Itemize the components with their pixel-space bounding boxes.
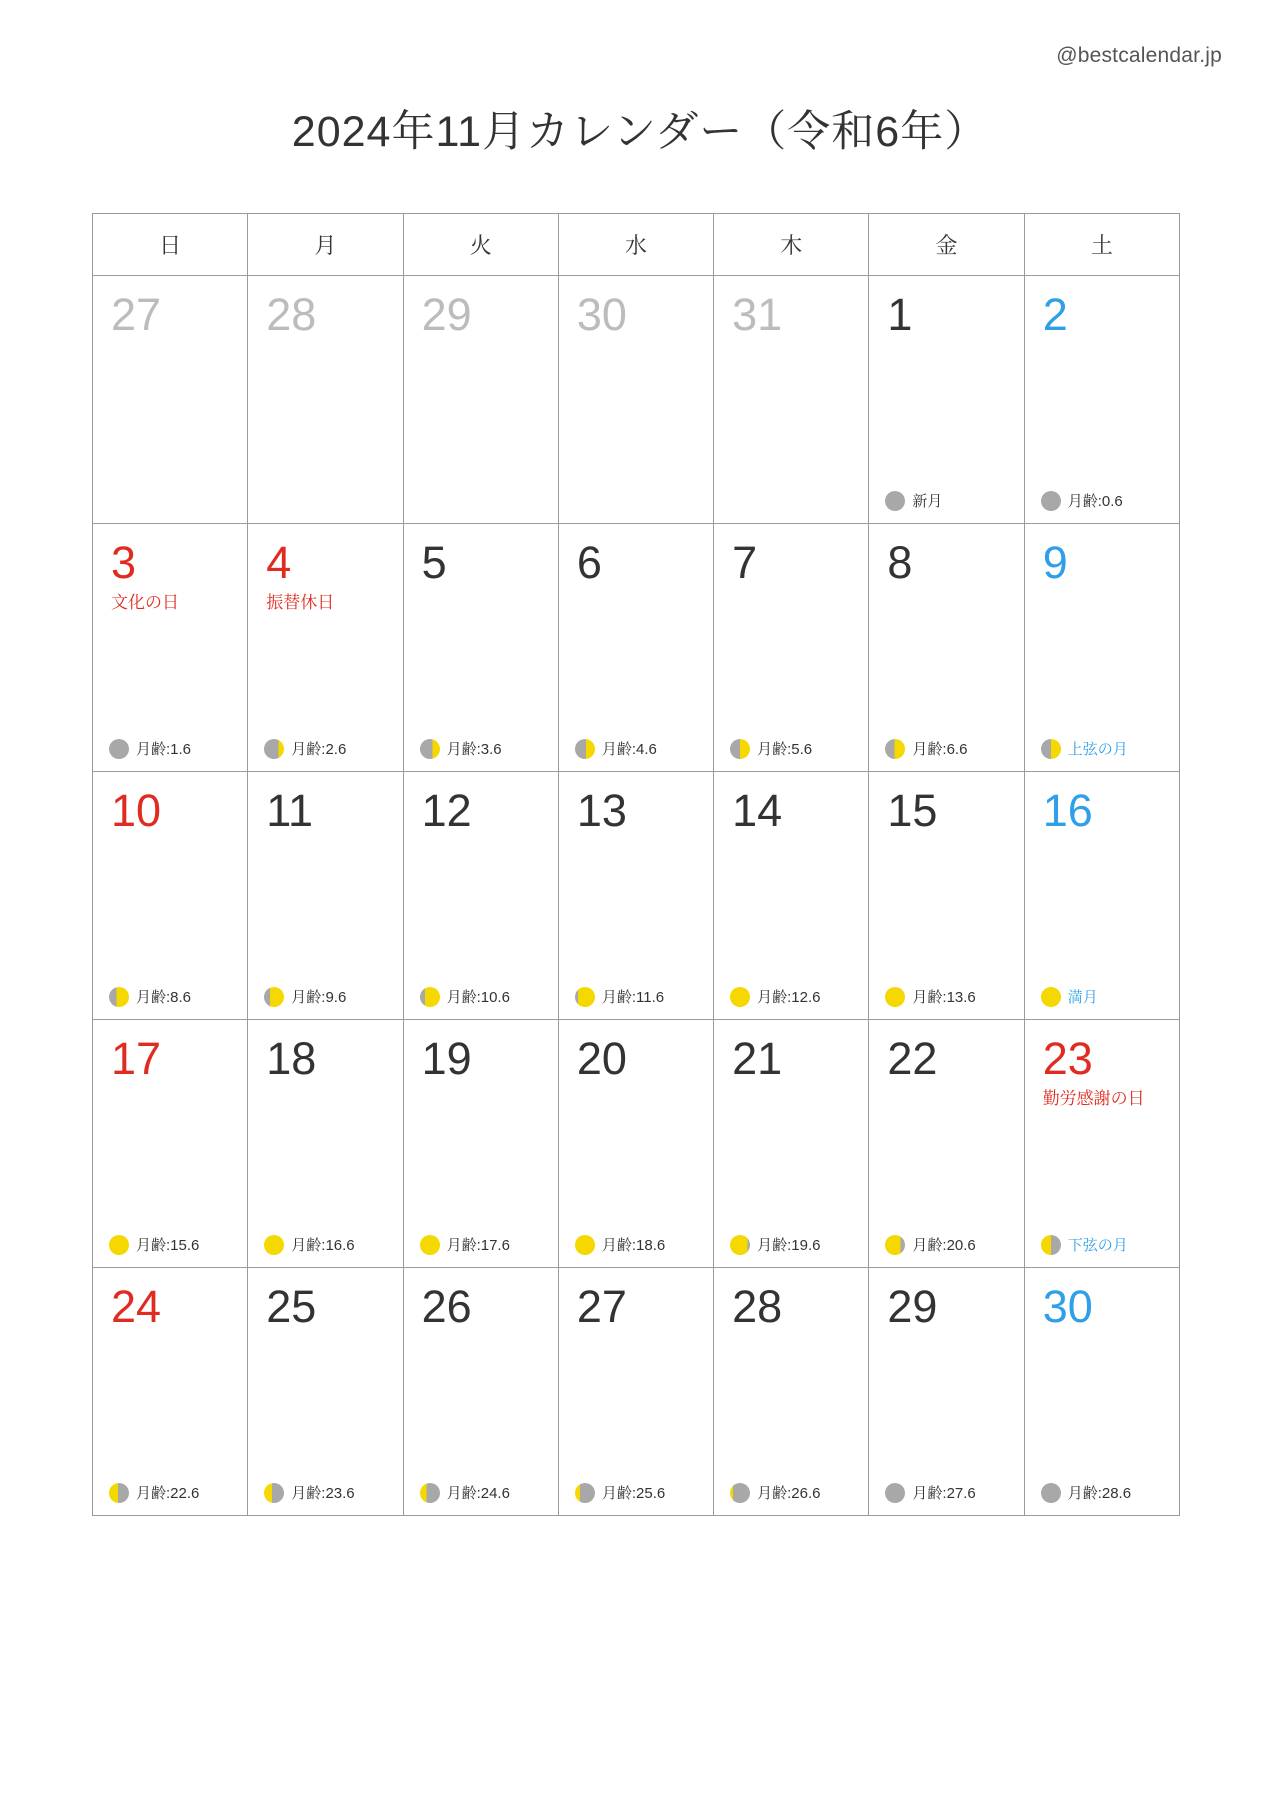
moon-phase-row [714, 1482, 868, 1503]
moon-phase-row [869, 738, 1023, 759]
calendar-day-cell[interactable] [248, 772, 403, 1020]
day-number: 8 [887, 537, 913, 588]
moon-phase-icon [420, 1235, 440, 1255]
day-number: 2 [1042, 289, 1068, 340]
moon-phase-icon [885, 739, 905, 759]
weekday-header-0: 日 [93, 214, 248, 276]
day-number: 11 [266, 785, 313, 836]
day-number: 24 [111, 1281, 162, 1332]
day-number: 26 [421, 1281, 472, 1332]
moon-phase-label: 月齢:24.6 [446, 1485, 510, 1502]
day-number: 21 [732, 1033, 783, 1084]
calendar-day-cell[interactable] [93, 524, 248, 772]
moon-phase-row [869, 1482, 1023, 1503]
moon-phase-label: 月齢:25.6 [601, 1485, 666, 1502]
moon-phase-icon [420, 739, 440, 759]
calendar-day-cell[interactable] [1024, 772, 1179, 1020]
moon-phase-icon [1041, 491, 1061, 511]
moon-phase-row [559, 1482, 713, 1503]
calendar-day-cell[interactable] [248, 1020, 403, 1268]
calendar-day-cell[interactable] [714, 1268, 869, 1516]
day-number: 4 [266, 537, 292, 588]
weekday-header-1: 月 [248, 214, 403, 276]
moon-phase-row [869, 986, 1023, 1007]
moon-phase-row [248, 738, 402, 759]
moon-phase-label: 上弦の月 [1067, 741, 1128, 758]
moon-phase-row [248, 986, 402, 1007]
moon-phase-label: 月齢:1.6 [136, 741, 192, 758]
moon-phase-icon [885, 491, 905, 511]
weekday-header-4: 木 [714, 214, 869, 276]
moon-phase-icon [420, 987, 440, 1007]
calendar-day-cell[interactable] [869, 1020, 1024, 1268]
calendar-day-cell[interactable] [869, 524, 1024, 772]
holiday-label: 振替休日 [266, 593, 335, 612]
calendar-day-cell[interactable] [93, 1020, 248, 1268]
moon-phase-row [248, 1482, 402, 1503]
calendar-day-cell[interactable] [403, 524, 558, 772]
moon-phase-row [559, 986, 713, 1007]
calendar-day-cell[interactable] [248, 524, 403, 772]
calendar-week-row [93, 1268, 1180, 1516]
day-number: 1 [887, 289, 913, 340]
moon-phase-icon [109, 1235, 129, 1255]
moon-phase-label: 月齢:28.6 [1067, 1485, 1132, 1502]
calendar-day-cell[interactable] [714, 772, 869, 1020]
moon-phase-label: 月齢:10.6 [446, 989, 510, 1006]
calendar-day-cell[interactable] [558, 524, 713, 772]
moon-phase-row [248, 1234, 402, 1255]
moon-phase-row [869, 490, 1023, 511]
calendar-day-cell[interactable] [403, 1268, 558, 1516]
moon-phase-label: 月齢:20.6 [912, 1237, 976, 1254]
day-number: 30 [1042, 1281, 1093, 1332]
calendar-header [93, 214, 1180, 276]
calendar-day-cell[interactable] [93, 1268, 248, 1516]
moon-phase-label: 月齢:8.6 [136, 989, 192, 1006]
moon-phase-icon [1041, 987, 1061, 1007]
day-number: 28 [266, 289, 317, 340]
moon-phase-icon [575, 1235, 595, 1255]
calendar-day-cell[interactable] [714, 524, 869, 772]
moon-phase-icon [264, 987, 284, 1007]
calendar-body [93, 276, 1180, 1516]
moon-phase-label: 月齢:11.6 [601, 989, 665, 1006]
moon-phase-label: 月齢:15.6 [136, 1237, 200, 1254]
moon-phase-label: 月齢:26.6 [757, 1485, 821, 1502]
moon-phase-icon [109, 1483, 129, 1503]
moon-phase-icon [885, 1235, 905, 1255]
day-number: 16 [1042, 785, 1093, 836]
calendar-day-cell[interactable] [1024, 1268, 1179, 1516]
moon-phase-label: 月齢:3.6 [446, 741, 502, 758]
calendar-day-cell[interactable] [714, 1020, 869, 1268]
day-number: 27 [576, 1281, 627, 1332]
calendar-day-cell[interactable] [558, 772, 713, 1020]
moon-phase-label: 月齢:6.6 [912, 741, 968, 758]
day-number: 30 [576, 289, 627, 340]
day-number: 29 [421, 289, 472, 340]
site-watermark: @bestcalendar.jp [1056, 44, 1222, 67]
moon-phase-row [714, 986, 868, 1007]
calendar-week-row [93, 524, 1180, 772]
moon-phase-label: 月齢:12.6 [757, 989, 821, 1006]
holiday-label: 文化の日 [111, 593, 179, 612]
day-number: 14 [732, 785, 783, 836]
calendar-day-cell[interactable] [1024, 276, 1179, 524]
moon-phase-row [404, 1234, 558, 1255]
calendar-day-cell[interactable] [248, 276, 403, 524]
day-number: 9 [1042, 537, 1068, 588]
calendar-day-cell[interactable] [869, 1268, 1024, 1516]
calendar-day-cell[interactable] [558, 1020, 713, 1268]
calendar-day-cell[interactable] [558, 1268, 713, 1516]
day-number: 15 [887, 785, 938, 836]
moon-phase-row [714, 738, 868, 759]
moon-phase-label: 月齢:9.6 [291, 989, 347, 1006]
moon-phase-row [93, 1482, 247, 1503]
moon-phase-label: 月齢:4.6 [601, 741, 657, 758]
moon-phase-icon [730, 739, 750, 759]
moon-phase-label: 月齢:2.6 [291, 741, 347, 758]
day-number: 28 [732, 1281, 783, 1332]
moon-phase-label: 月齢:19.6 [757, 1237, 821, 1254]
day-number: 13 [576, 785, 627, 836]
moon-phase-row [1025, 490, 1179, 511]
calendar-day-cell[interactable] [714, 276, 869, 524]
moon-phase-label: 月齢:18.6 [601, 1237, 666, 1254]
day-number: 23 [1042, 1033, 1093, 1084]
moon-phase-icon [575, 987, 595, 1007]
day-number: 3 [111, 537, 137, 588]
moon-phase-icon [1041, 1483, 1061, 1503]
moon-phase-icon [109, 987, 129, 1007]
moon-phase-row [559, 738, 713, 759]
moon-phase-row [1025, 1482, 1179, 1503]
moon-phase-icon [420, 1483, 440, 1503]
calendar-day-cell[interactable] [869, 772, 1024, 1020]
calendar-week-row [93, 772, 1180, 1020]
day-number: 22 [887, 1033, 938, 1084]
moon-phase-icon [1041, 739, 1061, 759]
day-number: 29 [887, 1281, 938, 1332]
moon-phase-icon [1041, 1235, 1061, 1255]
day-number: 7 [732, 537, 758, 588]
calendar-day-cell[interactable] [403, 1020, 558, 1268]
moon-phase-row [404, 986, 558, 1007]
moon-phase-icon [264, 1235, 284, 1255]
moon-phase-row [404, 738, 558, 759]
moon-phase-icon [885, 987, 905, 1007]
weekday-header-3: 水 [558, 214, 713, 276]
calendar-day-cell[interactable] [403, 276, 558, 524]
moon-phase-label: 月齢:17.6 [446, 1237, 510, 1254]
weekday-header-5: 金 [869, 214, 1024, 276]
moon-phase-label: 満月 [1067, 989, 1098, 1006]
weekday-header-2: 火 [403, 214, 558, 276]
moon-phase-row [93, 738, 247, 759]
moon-phase-icon [109, 739, 129, 759]
moon-phase-label: 月齢:22.6 [136, 1485, 200, 1502]
calendar-container [92, 213, 1180, 1516]
calendar-week-row [93, 1020, 1180, 1268]
moon-phase-row [1025, 986, 1179, 1007]
day-number: 20 [576, 1033, 627, 1084]
page-title: 2024年11月カレンダー（令和6年） [291, 108, 989, 156]
moon-phase-label: 月齢:16.6 [291, 1237, 355, 1254]
calendar-day-cell[interactable] [93, 772, 248, 1020]
moon-phase-label: 新月 [912, 493, 943, 510]
moon-phase-icon [264, 739, 284, 759]
day-number: 18 [266, 1033, 317, 1084]
day-number: 17 [111, 1033, 162, 1084]
calendar-day-cell[interactable] [403, 772, 558, 1020]
moon-phase-label: 月齢:0.6 [1067, 493, 1123, 510]
moon-phase-icon [730, 1235, 750, 1255]
calendar-day-cell[interactable] [558, 276, 713, 524]
moon-phase-row [869, 1234, 1023, 1255]
day-number: 31 [732, 289, 783, 340]
calendar-day-cell[interactable] [1024, 524, 1179, 772]
moon-phase-row [1025, 1234, 1179, 1255]
calendar-day-cell[interactable] [248, 1268, 403, 1516]
day-number: 6 [576, 537, 602, 588]
moon-phase-row [404, 1482, 558, 1503]
moon-phase-row [1025, 738, 1179, 759]
day-number: 12 [421, 785, 472, 836]
moon-phase-label: 月齢:13.6 [912, 989, 976, 1006]
calendar-day-cell[interactable] [1024, 1020, 1179, 1268]
moon-phase-row [93, 1234, 247, 1255]
moon-phase-label: 月齢:5.6 [757, 741, 813, 758]
moon-phase-icon [575, 739, 595, 759]
moon-phase-label: 月齢:27.6 [912, 1485, 976, 1502]
moon-phase-icon [575, 1483, 595, 1503]
day-number: 25 [266, 1281, 317, 1332]
weekday-header-6: 土 [1024, 214, 1179, 276]
calendar-table [92, 213, 1180, 1516]
moon-phase-label: 月齢:23.6 [291, 1485, 355, 1502]
calendar-day-cell[interactable] [93, 276, 248, 524]
calendar-day-cell[interactable] [869, 276, 1024, 524]
day-number: 5 [421, 537, 447, 588]
day-number: 27 [111, 289, 162, 340]
moon-phase-row [559, 1234, 713, 1255]
moon-phase-icon [730, 1483, 750, 1503]
day-number: 19 [421, 1033, 472, 1084]
moon-phase-icon [264, 1483, 284, 1503]
calendar-week-row [93, 276, 1180, 524]
moon-phase-label: 下弦の月 [1067, 1237, 1128, 1254]
moon-phase-row [714, 1234, 868, 1255]
moon-phase-row [93, 986, 247, 1007]
weekday-header-row [93, 214, 1180, 276]
holiday-label: 勤労感謝の日 [1042, 1089, 1145, 1108]
moon-phase-icon [730, 987, 750, 1007]
moon-phase-icon [885, 1483, 905, 1503]
day-number: 10 [111, 785, 162, 836]
